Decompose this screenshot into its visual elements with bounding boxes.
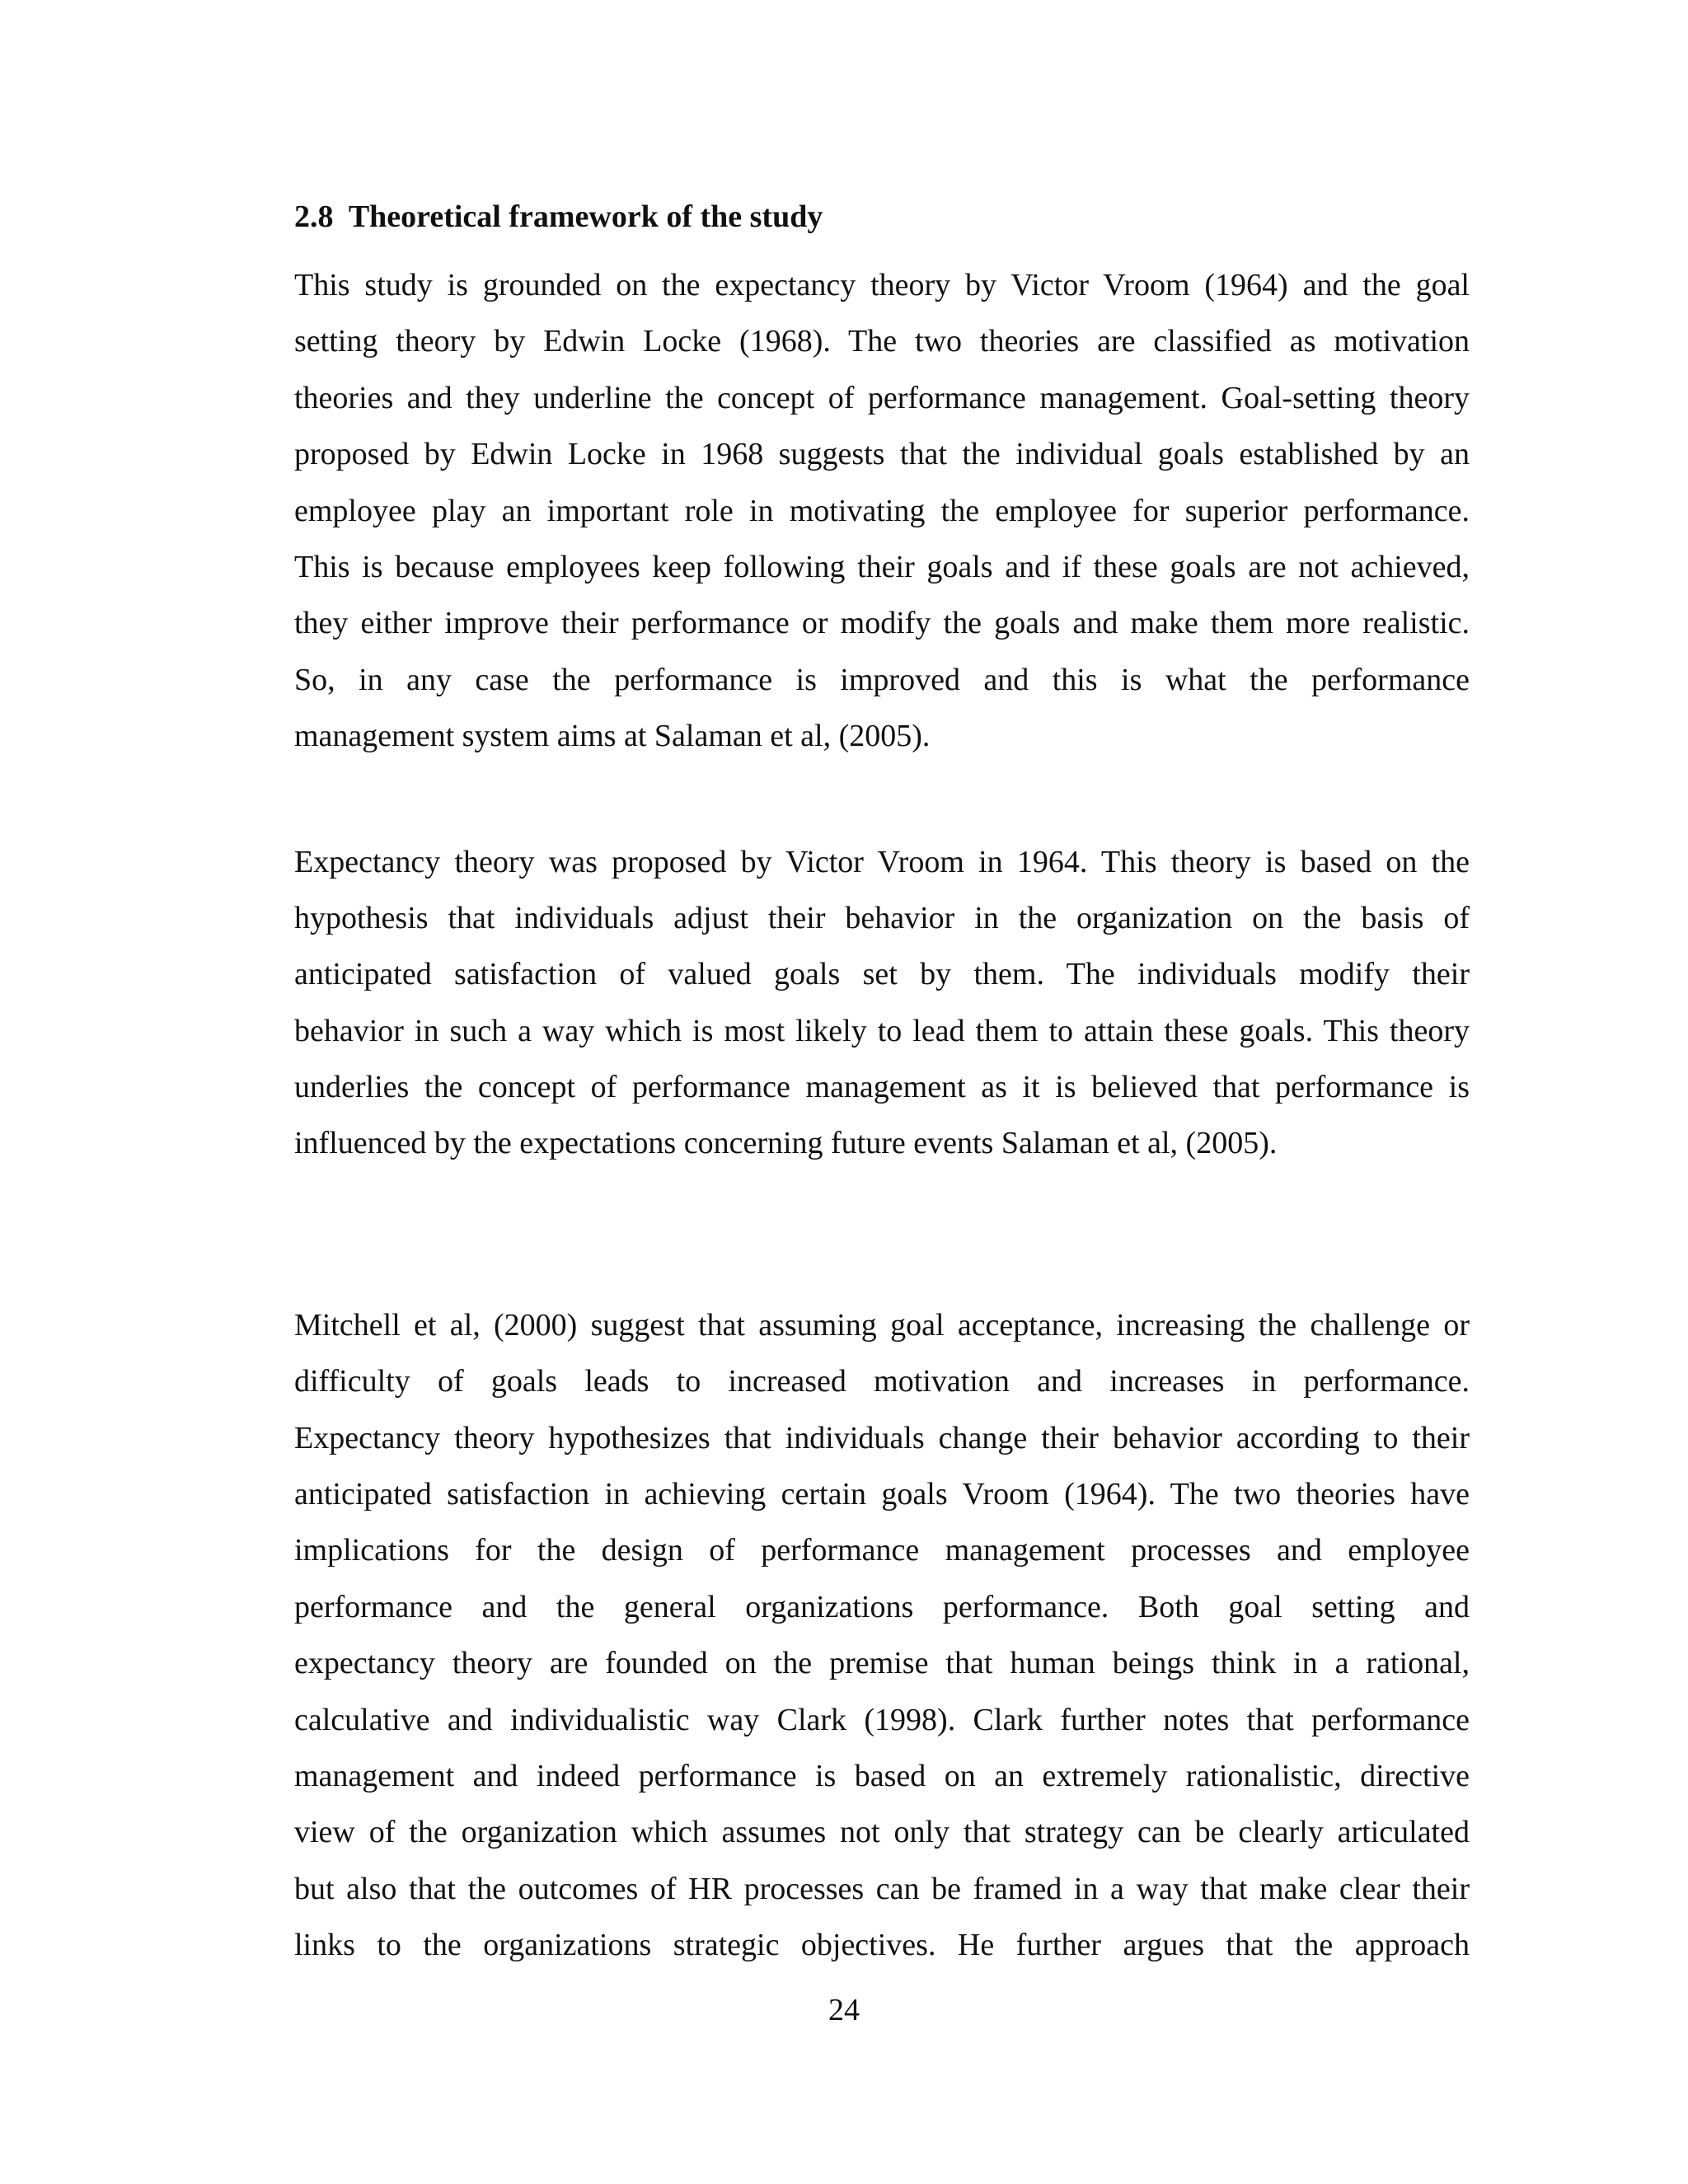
text-line: management system aims at Salaman et al, (2005). bbox=[294, 719, 931, 754]
text-line: So, in any case the performance is improved and this is what the performance bbox=[294, 662, 1470, 697]
text-line: This is because employees keep following their goals and if these goals are not achieved, bbox=[294, 549, 1470, 584]
text-line: proposed by Edwin Locke in 1968 suggests that the individual goals established by an bbox=[294, 437, 1470, 472]
document-body bbox=[294, 194, 1470, 1974]
text-line: but also that the outcomes of HR processes can be framed in a way that make clear their bbox=[294, 1871, 1470, 1906]
text-line: anticipated satisfaction in achieving certain goals Vroom (1964). The two theories have bbox=[294, 1477, 1470, 1512]
text-line: setting theory by Edwin Locke (1968). The two theories are classified as motivation bbox=[294, 324, 1470, 359]
section-heading: 2.8 Theoretical framework of the study bbox=[294, 199, 823, 234]
page-number: 24 bbox=[828, 1993, 860, 2027]
text-line: Expectancy theory was proposed by Victor Vroom in 1964. This theory is based on the bbox=[294, 844, 1470, 879]
text-line: difficulty of goals leads to increased motivation and increases in performance. bbox=[294, 1364, 1470, 1399]
text-line: This study is grounded on the expectancy theory by Victor Vroom (1964) and the goal bbox=[294, 268, 1470, 302]
text-line: performance and the general organizations performance. Both goal setting and bbox=[294, 1589, 1470, 1624]
text-line: management and indeed performance is based on an extremely rationalistic, directive bbox=[294, 1758, 1470, 1793]
text-line: theories and they underline the concept of performance management. Goal-setting theory bbox=[294, 380, 1470, 415]
text-line: anticipated satisfaction of valued goals set by them. The individuals modify their bbox=[294, 957, 1470, 992]
text-line: employee play an important role in motivating the employee for superior performance. bbox=[294, 493, 1470, 528]
text-line: hypothesis that individuals adjust their behavior in the organization on the basis of bbox=[294, 900, 1470, 935]
text-line: influenced by the expectations concerning future events Salaman et al, (2005). bbox=[294, 1126, 1278, 1161]
text-line: links to the organizations strategic objectives. He further argues that the approach bbox=[294, 1928, 1470, 1963]
text-line: Mitchell et al, (2000) suggest that assuming goal acceptance, increasing the challenge or bbox=[294, 1307, 1470, 1343]
text-line: expectancy theory are founded on the premise that human beings think in a rational, bbox=[294, 1646, 1470, 1681]
paragraph-goal-setting-theory bbox=[294, 257, 1470, 765]
text-line: underlies the concept of performance management as it is believed that performance is bbox=[294, 1070, 1470, 1105]
paragraph-expectancy-theory bbox=[294, 834, 1470, 1172]
text-line: calculative and individualistic way Clark (1998). Clark further notes that performance bbox=[294, 1702, 1470, 1737]
paragraph-mitchell-clark bbox=[294, 1297, 1470, 1974]
text-line: view of the organization which assumes not only that strategy can be clearly articulated bbox=[294, 1815, 1470, 1850]
text-line: they either improve their performance or modify the goals and make them more realistic. bbox=[294, 606, 1470, 641]
text-line: implications for the design of performance management processes and employee bbox=[294, 1533, 1470, 1568]
text-line: behavior in such a way which is most likely to lead them to attain these goals. This theory bbox=[294, 1013, 1470, 1048]
text-line: Expectancy theory hypothesizes that individuals change their behavior according to their bbox=[294, 1420, 1470, 1455]
